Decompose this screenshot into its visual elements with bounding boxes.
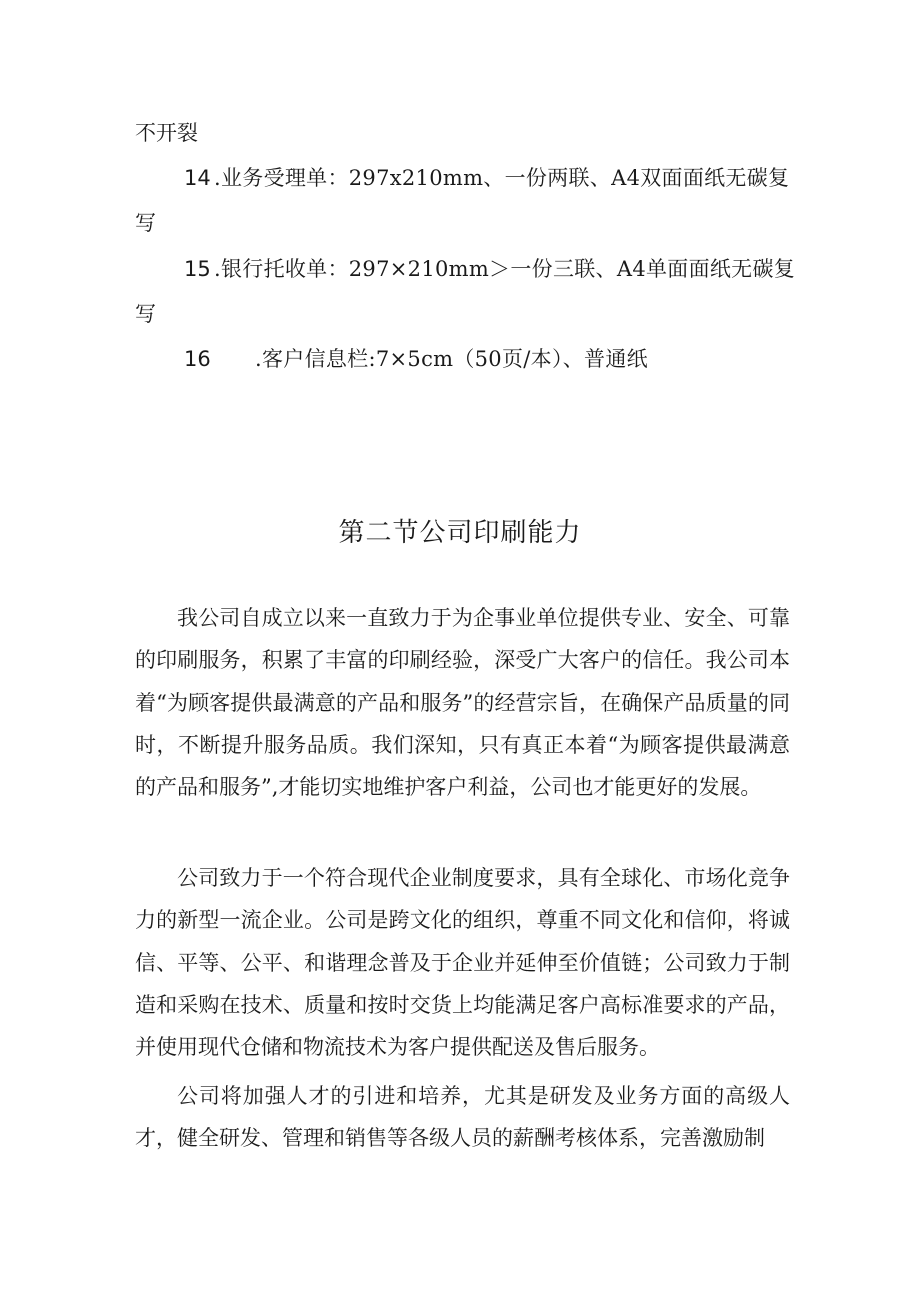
item-text-wrap: 写 [135,211,156,235]
section-heading: 第二节公司印刷能力 [338,518,582,548]
paragraph-1: 我公司自成立以来一直致力于为企事业单位提供专业、安全、可靠的印刷服务，积累了丰富的印刷经验，深受广大客户的信任。我公司本着“为顾客提供最满意的产品和服务”的经营宗旨，在确保产品质量的同时，不断提升服务品质。我们深知，只有真正本着“为顾客提供最满意的产品和服务”,才能切实地维护客户利益，公司也才能更好的发展。 [135,606,790,800]
item-number: 15 [184,257,211,281]
paragraph-3: 公司将加强人才的引进和培养，尤其是研发及业务方面的高级人才，健全研发、管理和销售等各级人员的薪酬考核体系，完善激励制 [135,1084,790,1151]
item-text: .客户信息栏:7×5cm（50页/本）、普通纸 [255,347,648,371]
item-number: 16 [184,347,211,371]
item-text-wrap: 写 [135,302,156,326]
paragraph-2: 公司致力于一个符合现代企业制度要求，具有全球化、市场化竞争力的新型一流企业。公司是跨文化的组织，尊重不同文化和信仰，将诚信、平等、公平、和谐理念普及于企业并延伸至价值链；公司致力于制造和采购在技术、质量和按时交货上均能满足客户高标准要求的产品，并使用现代仓储和物流技术为客户提供配送及售后服务。 [135,866,790,1060]
item-text: .业务受理单：297x210mm、一份两联、A4双面面纸无碳复 [214,166,790,190]
continuation-text: 不开裂 [135,121,198,145]
item-text: .银行托收单：297×210mm＞一份三联、A4单面面纸无碳复 [214,257,796,281]
item-number: 14 [184,166,211,190]
